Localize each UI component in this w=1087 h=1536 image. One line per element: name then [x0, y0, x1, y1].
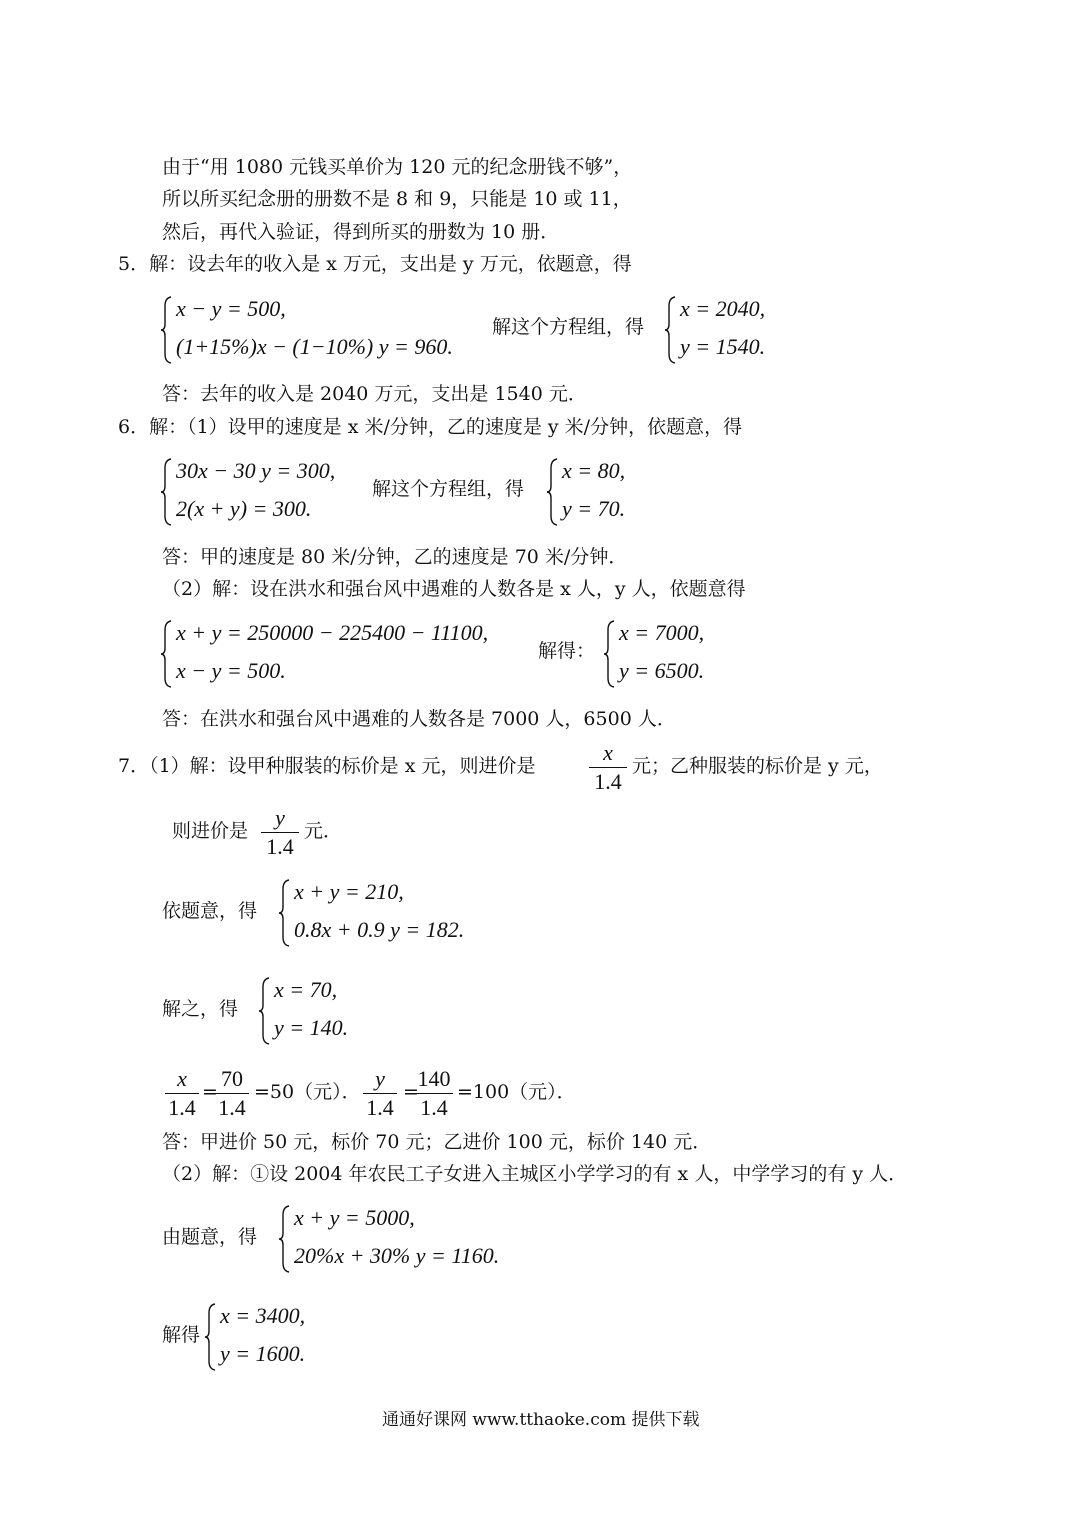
brace-icon [204, 1303, 216, 1371]
equals-sign: = [202, 1081, 218, 1103]
fraction-x-over-1-4: x 1.4 [586, 742, 630, 793]
text-line-1: 由于“用 1080 元钱买单价为 120 元的纪念册钱不够”， [162, 156, 633, 178]
footer-text: 通通好课网 www.tthaoke.com 提供下载 [382, 1410, 700, 1430]
equation-line: x = 7000, [619, 620, 705, 645]
brace-icon [160, 458, 172, 526]
answer-6-1: 答：甲的速度是 80 米/分钟，乙的速度是 70 米/分钟． [162, 546, 628, 568]
equation-line: 30x − 30 y = 300, [176, 458, 336, 483]
equation-system-6-2 [160, 620, 530, 688]
brace-icon [603, 620, 615, 688]
problem-7-2-setup-text: 由题意，得 [162, 1226, 258, 1248]
calc-result-1: =50（元）． [254, 1081, 361, 1103]
answer-5: 答：去年的收入是 2040 万元，支出是 1540 元． [162, 383, 587, 405]
equation-line: x = 80, [562, 458, 626, 483]
problem-7-cost-text: 则进价是 [172, 820, 249, 842]
equation-line: y = 140. [274, 1015, 349, 1040]
solution-system-5 [664, 296, 804, 364]
solution-system-7-2 [204, 1303, 334, 1371]
equation-line: x + y = 210, [294, 879, 404, 904]
equation-line: 2(x + y) = 300. [176, 496, 312, 521]
equation-line: x − y = 500, [176, 296, 286, 321]
equation-line: x = 3400, [220, 1303, 306, 1328]
problem-7-heading-cont: 元；乙种服装的标价是 y 元， [632, 755, 883, 777]
solution-system-6-2 [603, 620, 733, 688]
brace-icon [258, 977, 270, 1045]
equation-line: y = 1600. [220, 1341, 306, 1366]
equation-line: 0.8x + 0.9 y = 182. [294, 917, 465, 942]
answer-6-2: 答：在洪水和强台风中遇难的人数各是 7000 人，6500 人． [162, 708, 676, 730]
calc-result-2: =100（元）． [457, 1081, 576, 1103]
problem-7-solve-text: 解之，得 [162, 998, 239, 1020]
equation-line: y = 70. [562, 496, 626, 521]
problem-6-part-2: （2）解：设在洪水和强台风中遇难的人数各是 x 人，y 人，依题意得 [162, 578, 746, 600]
equation-line: x = 70, [274, 977, 338, 1002]
text-line-2: 所以所买纪念册的册数不是 8 和 9，只能是 10 或 11， [162, 188, 632, 210]
fraction-70-over-1-4: 70 1.4 [212, 1068, 252, 1119]
problem-7-2-solve-text: 解得 [162, 1324, 201, 1346]
equation-system-7-1 [278, 879, 478, 947]
problem-6-solve-text: 解这个方程组，得 [372, 478, 525, 500]
equation-line: x + y = 5000, [294, 1205, 415, 1230]
brace-icon [278, 879, 290, 947]
problem-7-cost-text-end: 元． [304, 820, 343, 842]
problem-6-heading: 6．解：（1）设甲的速度是 x 米/分钟，乙的速度是 y 米/分钟，依题意，得 [118, 416, 743, 438]
fraction-y-over-1-4: y 1.4 [360, 1068, 400, 1119]
problem-7-part-2: （2）解：①设 2004 年农民工子女进入主城区小学学习的有 x 人，中学学习的有 y 人． [162, 1163, 908, 1185]
answer-7-1: 答：甲进价 50 元，标价 70 元；乙进价 100 元，标价 140 元． [162, 1131, 712, 1153]
brace-icon [664, 296, 676, 364]
brace-icon [160, 296, 172, 364]
equation-line: x = 2040, [680, 296, 766, 321]
equation-line: x − y = 500. [176, 658, 286, 683]
problem-6-2-solve-text: 解得： [538, 640, 596, 662]
brace-icon [546, 458, 558, 526]
equation-line: y = 1540. [680, 334, 766, 359]
equation-system-5 [160, 296, 490, 364]
equation-line: y = 6500. [619, 658, 705, 683]
problem-5-solve-text: 解这个方程组，得 [492, 316, 645, 338]
brace-icon [160, 620, 172, 688]
text-line-3: 然后，再代入验证，得到所买的册数为 10 册． [162, 221, 560, 243]
equals-sign: = [403, 1081, 419, 1103]
fraction-140-over-1-4: 140 1.4 [413, 1068, 455, 1119]
problem-7-setup-text: 依题意，得 [162, 900, 258, 922]
equation-line: 20%x + 30% y = 1160. [294, 1243, 500, 1268]
fraction-x-over-1-4: x 1.4 [162, 1068, 202, 1119]
solution-system-7-1 [258, 977, 368, 1045]
solution-system-6-1 [546, 458, 656, 526]
brace-icon [278, 1205, 290, 1273]
equation-system-7-2 [278, 1205, 518, 1273]
equation-line: (1+15%)x − (1−10%) y = 960. [176, 334, 453, 359]
equation-line: x + y = 250000 − 225400 − 11100, [176, 620, 489, 645]
fraction-y-over-1-4: y 1.4 [258, 807, 302, 858]
problem-5-heading: 5．解：设去年的收入是 x 万元，支出是 y 万元，依题意，得 [118, 253, 632, 275]
equation-system-6-1 [160, 458, 360, 526]
problem-7-heading: 7．（1）解：设甲种服装的标价是 x 元，则进价是 [118, 755, 536, 777]
